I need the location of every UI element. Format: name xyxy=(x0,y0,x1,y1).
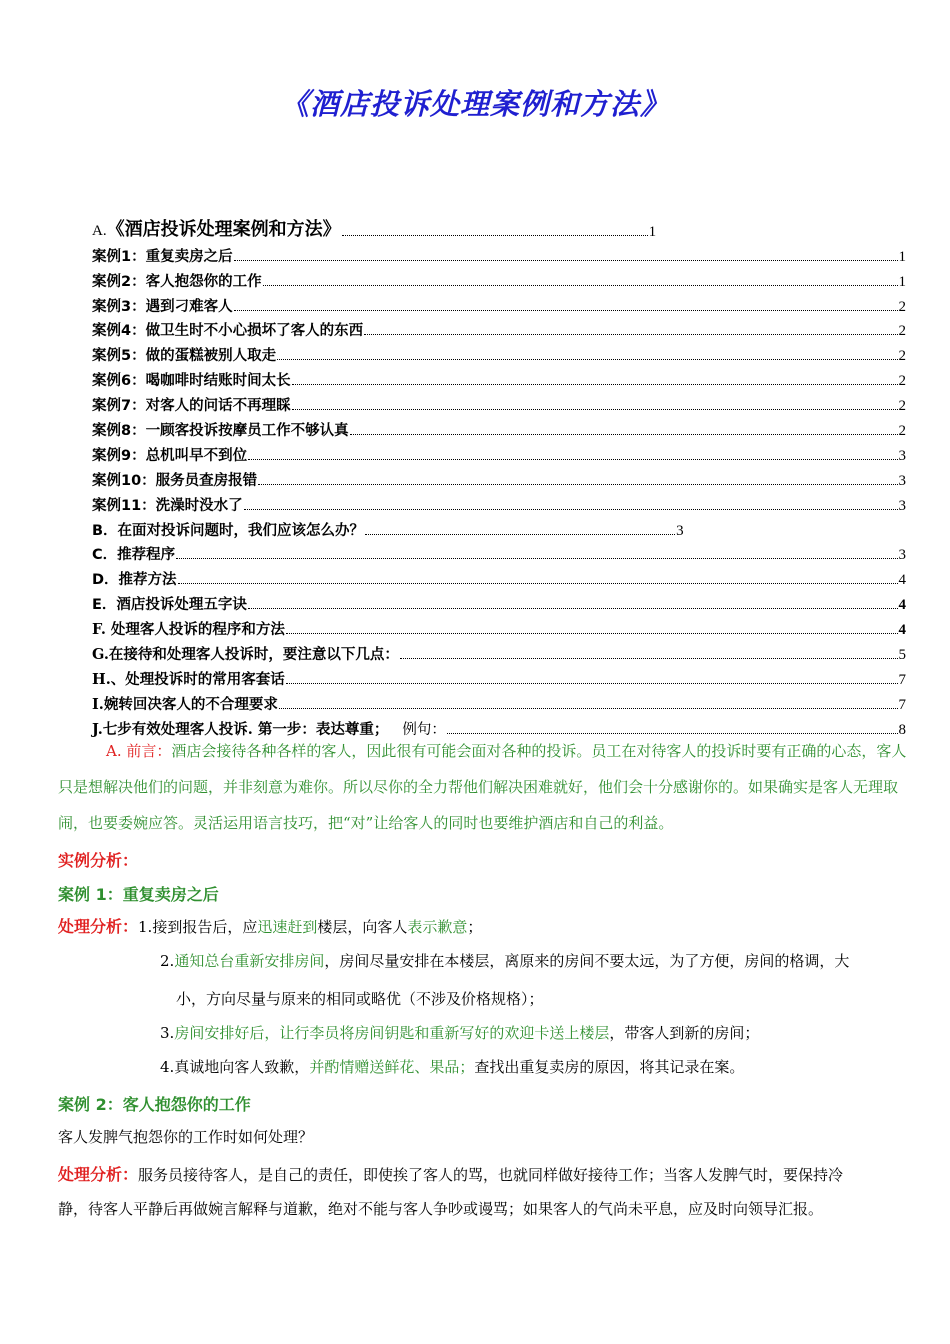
toc-leader xyxy=(292,383,898,385)
toc-page: 1 xyxy=(898,273,906,290)
toc-label: 案例9：总机叫早不到位 xyxy=(92,447,248,464)
toc-page: 4 xyxy=(898,597,906,614)
toc-entry[interactable] xyxy=(92,390,906,415)
toc-entry[interactable] xyxy=(92,465,906,490)
toc-label: G.在接待和处理客人投诉时，要注意以下几点： xyxy=(92,646,399,664)
step-text: 查找出重复卖房的原因，将其记录在案。 xyxy=(474,1058,745,1076)
toc-label: E．酒店投诉处理五字诀 xyxy=(92,597,247,614)
toc-entry[interactable] xyxy=(92,564,906,589)
toc-entry[interactable] xyxy=(92,689,906,714)
analysis-label: 处理分析： xyxy=(58,917,139,936)
toc-page: 2 xyxy=(898,348,906,365)
toc-page: 3 xyxy=(898,472,906,489)
table-of-contents xyxy=(92,216,906,739)
toc-leader xyxy=(178,582,898,584)
toc-entry[interactable] xyxy=(92,316,906,341)
toc-leader xyxy=(292,408,898,410)
case2-analysis-line-2: 静，待客人平静后再做婉言解释与道歉，绝对不能与客人争吵或谩骂；如果客人的气尚未平息，应及时向领导汇报。 xyxy=(58,1200,824,1218)
toc-page: 2 xyxy=(898,398,906,415)
toc-leader xyxy=(364,333,897,335)
toc-page: 2 xyxy=(898,423,906,440)
case1-step-2-cont: 小，方向尽量与原来的相同或略优（不涉及价格规格）； xyxy=(176,990,544,1008)
case2-analysis-line-1 xyxy=(58,1158,918,1192)
step-text: 2. xyxy=(160,952,175,970)
toc-leader xyxy=(279,707,898,709)
case1-step-4 xyxy=(160,1050,910,1084)
toc-label: 案例3：遇到刁难客人 xyxy=(92,298,233,315)
toc-page: 1 xyxy=(898,248,906,265)
toc-label: 案例1：重复卖房之后 xyxy=(92,248,233,265)
toc-page: 3 xyxy=(898,547,906,564)
toc-entry[interactable] xyxy=(92,440,906,465)
toc-page: 1 xyxy=(648,223,657,240)
step-highlight: 表示歉意 xyxy=(407,918,468,936)
intro-label: A. 前言： xyxy=(106,742,172,760)
toc-page: 2 xyxy=(898,323,906,340)
document-title: 《酒店投诉处理案例和方法》 xyxy=(279,87,670,121)
toc-label: D．推荐方法 xyxy=(92,572,177,589)
toc-entry[interactable] xyxy=(92,241,906,266)
step-highlight: 迅速赶到 xyxy=(257,918,318,936)
toc-leader xyxy=(286,682,898,684)
toc-entry[interactable] xyxy=(92,415,906,440)
toc-entry[interactable] xyxy=(92,589,906,614)
case1-step-3 xyxy=(160,1016,910,1050)
toc-leader xyxy=(258,483,897,485)
toc-leader xyxy=(176,557,897,559)
toc-label: 案例2：客人抱怨你的工作 xyxy=(92,273,262,290)
toc-leader xyxy=(263,284,898,286)
toc-leader xyxy=(234,259,898,261)
toc-page: 8 xyxy=(898,721,906,738)
analysis-label: 处理分析： xyxy=(58,1165,139,1184)
step-text: 4.真诚地向客人致歉， xyxy=(160,1058,310,1076)
toc-leader xyxy=(400,657,898,659)
toc-label: F. 处理客人投诉的程序和方法 xyxy=(92,621,285,639)
toc-leader xyxy=(365,533,675,535)
toc-leader xyxy=(342,234,648,236)
toc-prefix: A. xyxy=(92,222,107,239)
step-text: ； xyxy=(467,918,483,936)
toc-page: 4 xyxy=(898,622,906,639)
toc-entry[interactable] xyxy=(92,639,906,664)
toc-label: 案例7：对客人的问话不再理睬 xyxy=(92,398,291,415)
step-highlight: 并酌情赠送鲜花、果品； xyxy=(309,1058,475,1076)
step-text: 3. xyxy=(160,1024,175,1042)
toc-page: 3 xyxy=(676,522,684,539)
toc-leader xyxy=(277,358,897,360)
toc-label: 案例10：服务员查房报错 xyxy=(92,472,258,489)
toc-label: H.、处理投诉时的常用客套话 xyxy=(92,670,285,688)
toc-entry[interactable] xyxy=(92,515,906,540)
toc-page: 4 xyxy=(898,572,906,589)
toc-label: 案例5：做的蛋糕被别人取走 xyxy=(92,348,277,365)
toc-extra: 例句： xyxy=(402,721,446,738)
case2-question: 客人发脾气抱怨你的工作时如何处理？ xyxy=(58,1128,314,1146)
toc-leader xyxy=(248,607,898,609)
toc-leader xyxy=(286,632,898,634)
toc-entry[interactable] xyxy=(92,216,906,241)
step-text: ，房间尽量安排在本楼层，离原来的房间不要太远，为了方便，房间的格调，大 xyxy=(324,952,850,970)
toc-entry[interactable] xyxy=(92,291,906,316)
step-highlight: 通知总台重新安排房间 xyxy=(174,952,325,970)
toc-entry[interactable] xyxy=(92,266,906,291)
toc-page: 2 xyxy=(898,373,906,390)
toc-page: 3 xyxy=(898,497,906,514)
toc-page: 2 xyxy=(898,298,906,315)
toc-entry[interactable] xyxy=(92,540,906,565)
step-highlight: 房间安排好后，让行李员将房间钥匙和重新写好的欢迎卡送上楼层 xyxy=(174,1024,610,1042)
step-text: 楼层，向客人 xyxy=(317,918,408,936)
toc-label: J.七步有效处理客人投诉. 第一步：表达尊重； xyxy=(92,720,389,738)
analysis-text: 服务员接待客人，是自己的责任，即使挨了客人的骂，也就同样做好接待工作；当客人发脾气时，要保持冷 xyxy=(138,1166,844,1184)
section-heading: 实例分析： xyxy=(58,851,139,870)
step-text: ，带客人到新的房间； xyxy=(609,1024,760,1042)
case1-heading: 案例 1：重复卖房之后 xyxy=(58,885,219,904)
toc-leader xyxy=(350,433,898,435)
toc-label: 《酒店投诉处理案例和方法》 xyxy=(106,218,341,240)
toc-page: 3 xyxy=(898,447,906,464)
case1-step-1 xyxy=(58,910,482,944)
toc-label: 案例4：做卫生时不小心损坏了客人的东西 xyxy=(92,323,364,340)
toc-leader xyxy=(248,458,897,460)
toc-entry[interactable] xyxy=(92,365,906,390)
toc-label: B．在面对投诉问题时，我们应该怎么办？ xyxy=(92,522,365,539)
toc-entry[interactable] xyxy=(92,664,906,689)
toc-label: C．推荐程序 xyxy=(92,547,176,564)
toc-page: 7 xyxy=(898,671,906,688)
toc-page: 7 xyxy=(898,696,906,713)
toc-leader xyxy=(234,309,898,311)
intro-paragraph xyxy=(58,733,908,841)
step-text: 1.接到报告后，应 xyxy=(138,918,258,936)
case2-heading: 案例 2：客人抱怨你的工作 xyxy=(58,1095,251,1114)
intro-text: 酒店会接待各种各样的客人，因此很有可能会面对各种的投诉。员工在对待客人的投诉时要有正确的心态，客人只是想解决他们的问题，并非刻意为难你。所以尽你的全力帮他们解决困难就好，他们会十分感谢你的。如果确实是客人无理取闹，也要委婉应答。灵活运用语言技巧，把“对”让给客人的同时也要维护酒店和自己的利益。 xyxy=(58,742,907,832)
toc-label: 案例11：洗澡时没水了 xyxy=(92,497,243,514)
toc-label: I.婉转回决客人的不合理要求 xyxy=(92,695,278,713)
toc-page: 5 xyxy=(898,647,906,664)
toc-label: 案例6：喝咖啡时结账时间太长 xyxy=(92,373,291,390)
toc-leader xyxy=(244,508,898,510)
toc-entry[interactable] xyxy=(92,340,906,365)
toc-label: 案例8：一顾客投诉按摩员工作不够认真 xyxy=(92,423,349,440)
toc-entry[interactable] xyxy=(92,490,906,515)
toc-entry[interactable] xyxy=(92,614,906,639)
case1-step-2 xyxy=(160,944,910,978)
